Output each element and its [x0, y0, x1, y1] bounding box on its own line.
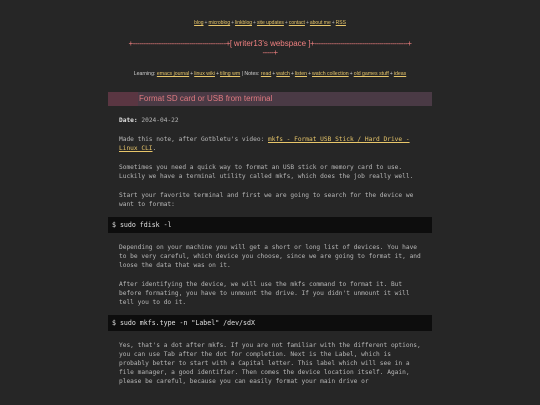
video-link[interactable]: mkfs - Format USB Stick / Hard Drive - Linux CLI [119, 136, 410, 152]
nav-contact[interactable]: contact [288, 20, 305, 26]
link-watch[interactable]: watch [276, 71, 290, 77]
link-separator: + [215, 71, 219, 77]
paragraph-3: Depending on your machine you will get a short or long list of devices. You have to be very careful, which device you choose, since we are going to format it, and loose the data that was on it. [119, 244, 421, 269]
banner-tail: -----+ [262, 48, 278, 57]
intro-suffix: . [152, 145, 157, 152]
code-block-fdisk: $ sudo fdisk -l [108, 217, 432, 233]
link-watch-collection[interactable]: watch collection [312, 71, 349, 77]
top-navigation [0, 0, 540, 28]
date-label: Date: [119, 117, 138, 124]
link-separator: + [389, 71, 393, 77]
notes-label: Notes: [244, 71, 260, 77]
link-read[interactable]: read [260, 71, 272, 77]
learning-notes-links: Learning: emacs journal+linux wiki+tiling wm | Notes: read+watch+listen+watch collection+old games stuff+ideas [133, 71, 407, 77]
site-title: writer13's webspace [231, 39, 309, 48]
learning-label: Learning: [133, 71, 156, 77]
nav-separator: + [253, 20, 256, 26]
post-content [108, 116, 432, 386]
date-value: 2024-04-22 [141, 117, 179, 124]
post-title: Format SD card or USB from terminal [139, 94, 273, 103]
link-tiling-wm[interactable]: tiling wm [219, 71, 241, 77]
code-block-mkfs: $ sudo mkfs.type -n "Label" /dev/sdX [108, 315, 432, 331]
intro-text: Made this note, after Gotbletu's video: [119, 136, 269, 143]
paragraph-5: Yes, that's a dot after mkfs. If you are not familiar with the different options, you can use Tab after the dot for completion. Next is the Label, which is probably better to start with a Capital letter. This label which will see in a file manager, a good identifier. Then comes the device location itself. Again, please be careful, because you can easily format your main drive or [119, 342, 421, 385]
nav-blog[interactable]: blog [194, 20, 204, 26]
nav-about-me[interactable]: about me [309, 20, 331, 26]
nav-separator: + [305, 20, 309, 26]
link-separator: + [308, 71, 312, 77]
paragraph-1: Sometimes you need a quick way to format an USB stick or memory card to use. Luckily we have a terminal utility called mkfs, which does the job really well. [119, 164, 414, 180]
banner-right-dashes: ]+-------------------------------------------+ [308, 39, 412, 48]
intro-paragraph [119, 135, 421, 153]
link-separator: + [290, 71, 294, 77]
nav-separator: + [284, 20, 288, 26]
nav-microblog[interactable]: microblog [208, 20, 231, 26]
link-separator: + [190, 71, 194, 77]
nav-rss[interactable]: RSS [335, 20, 346, 26]
link-separator: + [272, 71, 276, 77]
link-ideas[interactable]: ideas [393, 71, 407, 77]
nav-separator: + [204, 20, 208, 26]
nav-separator: + [331, 20, 335, 26]
banner-left-dashes: +-------------------------------------------+[ [128, 39, 232, 48]
post-title-bar [108, 92, 432, 106]
title-swatch [108, 92, 138, 106]
link-linux-wiki[interactable]: linux wiki [194, 71, 215, 77]
nav-separator: + [231, 20, 235, 26]
paragraph-2: Start your favorite terminal and first we are going to search for the device we want to format: [119, 192, 414, 208]
nav-linkblog[interactable]: linkblog [235, 20, 253, 26]
nav-site-updates[interactable]: site updates [256, 20, 284, 26]
paragraph-4: After identifying the device, we will use the mkfs command to format it. But before formating, you have to unmount the drive. If you didn't unmount it will tell you to do it. [119, 281, 410, 306]
link-old-games-stuff[interactable]: old games stuff [353, 71, 389, 77]
site-banner [0, 39, 540, 57]
post-date [119, 116, 421, 125]
link-listen[interactable]: listen [294, 71, 307, 77]
link-emacs-journal[interactable]: emacs journal [156, 71, 190, 77]
link-separator: + [349, 71, 353, 77]
